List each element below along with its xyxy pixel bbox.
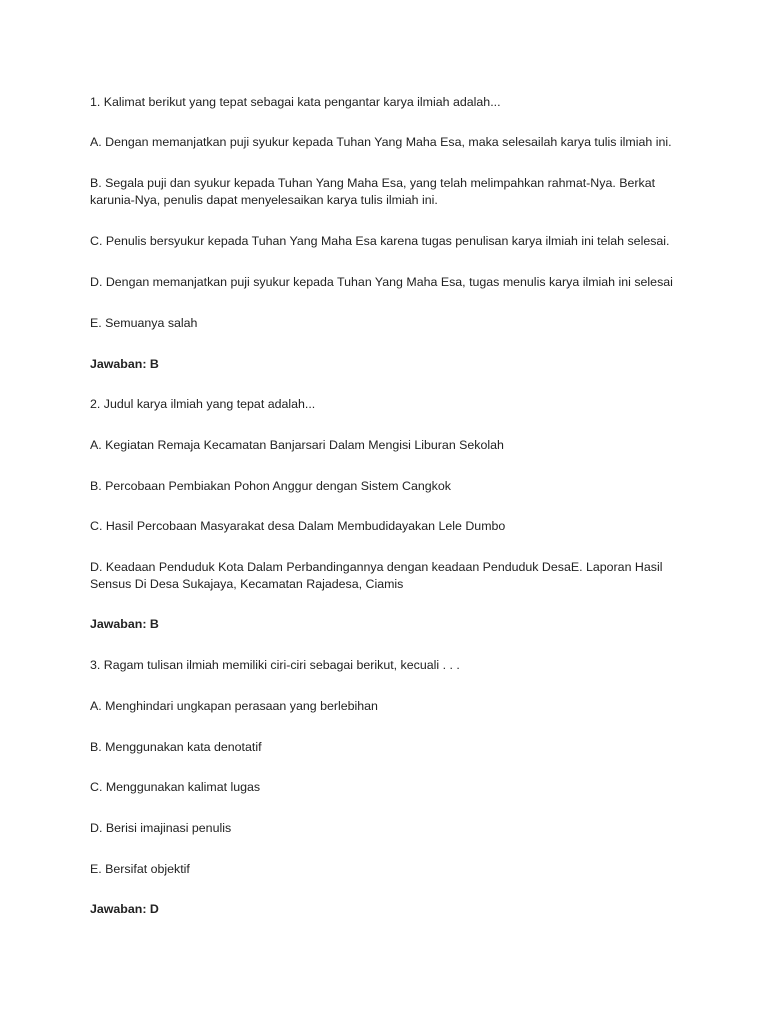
question-2-text: 2. Judul karya ilmiah yang tepat adalah... <box>90 397 316 411</box>
question-1-option-c: C. Penulis bersyukur kepada Tuhan Yang Maha Esa karena tugas penulisan karya ilmiah ini telah selesai. <box>90 234 670 248</box>
question-3-answer: Jawaban: D <box>90 902 159 916</box>
question-1-option-e: E. Semuanya salah <box>90 316 198 330</box>
question-3-text: 3. Ragam tulisan ilmiah memiliki ciri-ciri sebagai berikut, kecuali . . . <box>90 658 460 672</box>
question-3-option-b: B. Menggunakan kata denotatif <box>90 740 262 754</box>
question-3-option-d: D. Berisi imajinasi penulis <box>90 821 232 835</box>
question-1-answer: Jawaban: B <box>90 357 159 371</box>
question-2-option-d: D. Keadaan Penduduk Kota Dalam Perbandingannya dengan keadaan Penduduk DesaE. Laporan Hasil Sensus Di Desa Sukajaya, Kecamatan Rajadesa, Ciamis <box>90 560 663 591</box>
question-2-answer: Jawaban: B <box>90 617 159 631</box>
question-2-option-b: B. Percobaan Pembiakan Pohon Anggur dengan Sistem Cangkok <box>90 479 451 493</box>
question-1-option-b: B. Segala puji dan syukur kepada Tuhan Yang Maha Esa, yang telah melimpahkan rahmat-Nya. Berkat karunia-Nya, penulis dapat menyelesaikan karya tulis ilmiah ini. <box>90 176 656 207</box>
question-1-option-d: D. Dengan memanjatkan puji syukur kepada Tuhan Yang Maha Esa, tugas menulis karya ilmiah ini selesai <box>90 275 673 289</box>
question-3-option-c: C. Menggunakan kalimat lugas <box>90 780 261 794</box>
question-2-option-c: C. Hasil Percobaan Masyarakat desa Dalam Membudidayakan Lele Dumbo <box>90 519 506 533</box>
question-2-option-a: A. Kegiatan Remaja Kecamatan Banjarsari Dalam Mengisi Liburan Sekolah <box>90 438 504 452</box>
question-3-option-a: A. Menghindari ungkapan perasaan yang berlebihan <box>90 699 378 713</box>
question-1-text: 1. Kalimat berikut yang tepat sebagai kata pengantar karya ilmiah adalah... <box>90 95 501 109</box>
question-3-option-e: E. Bersifat objektif <box>90 862 190 876</box>
question-1-option-a: A. Dengan memanjatkan puji syukur kepada Tuhan Yang Maha Esa, maka selesailah karya tulis ilmiah ini. <box>90 135 672 149</box>
